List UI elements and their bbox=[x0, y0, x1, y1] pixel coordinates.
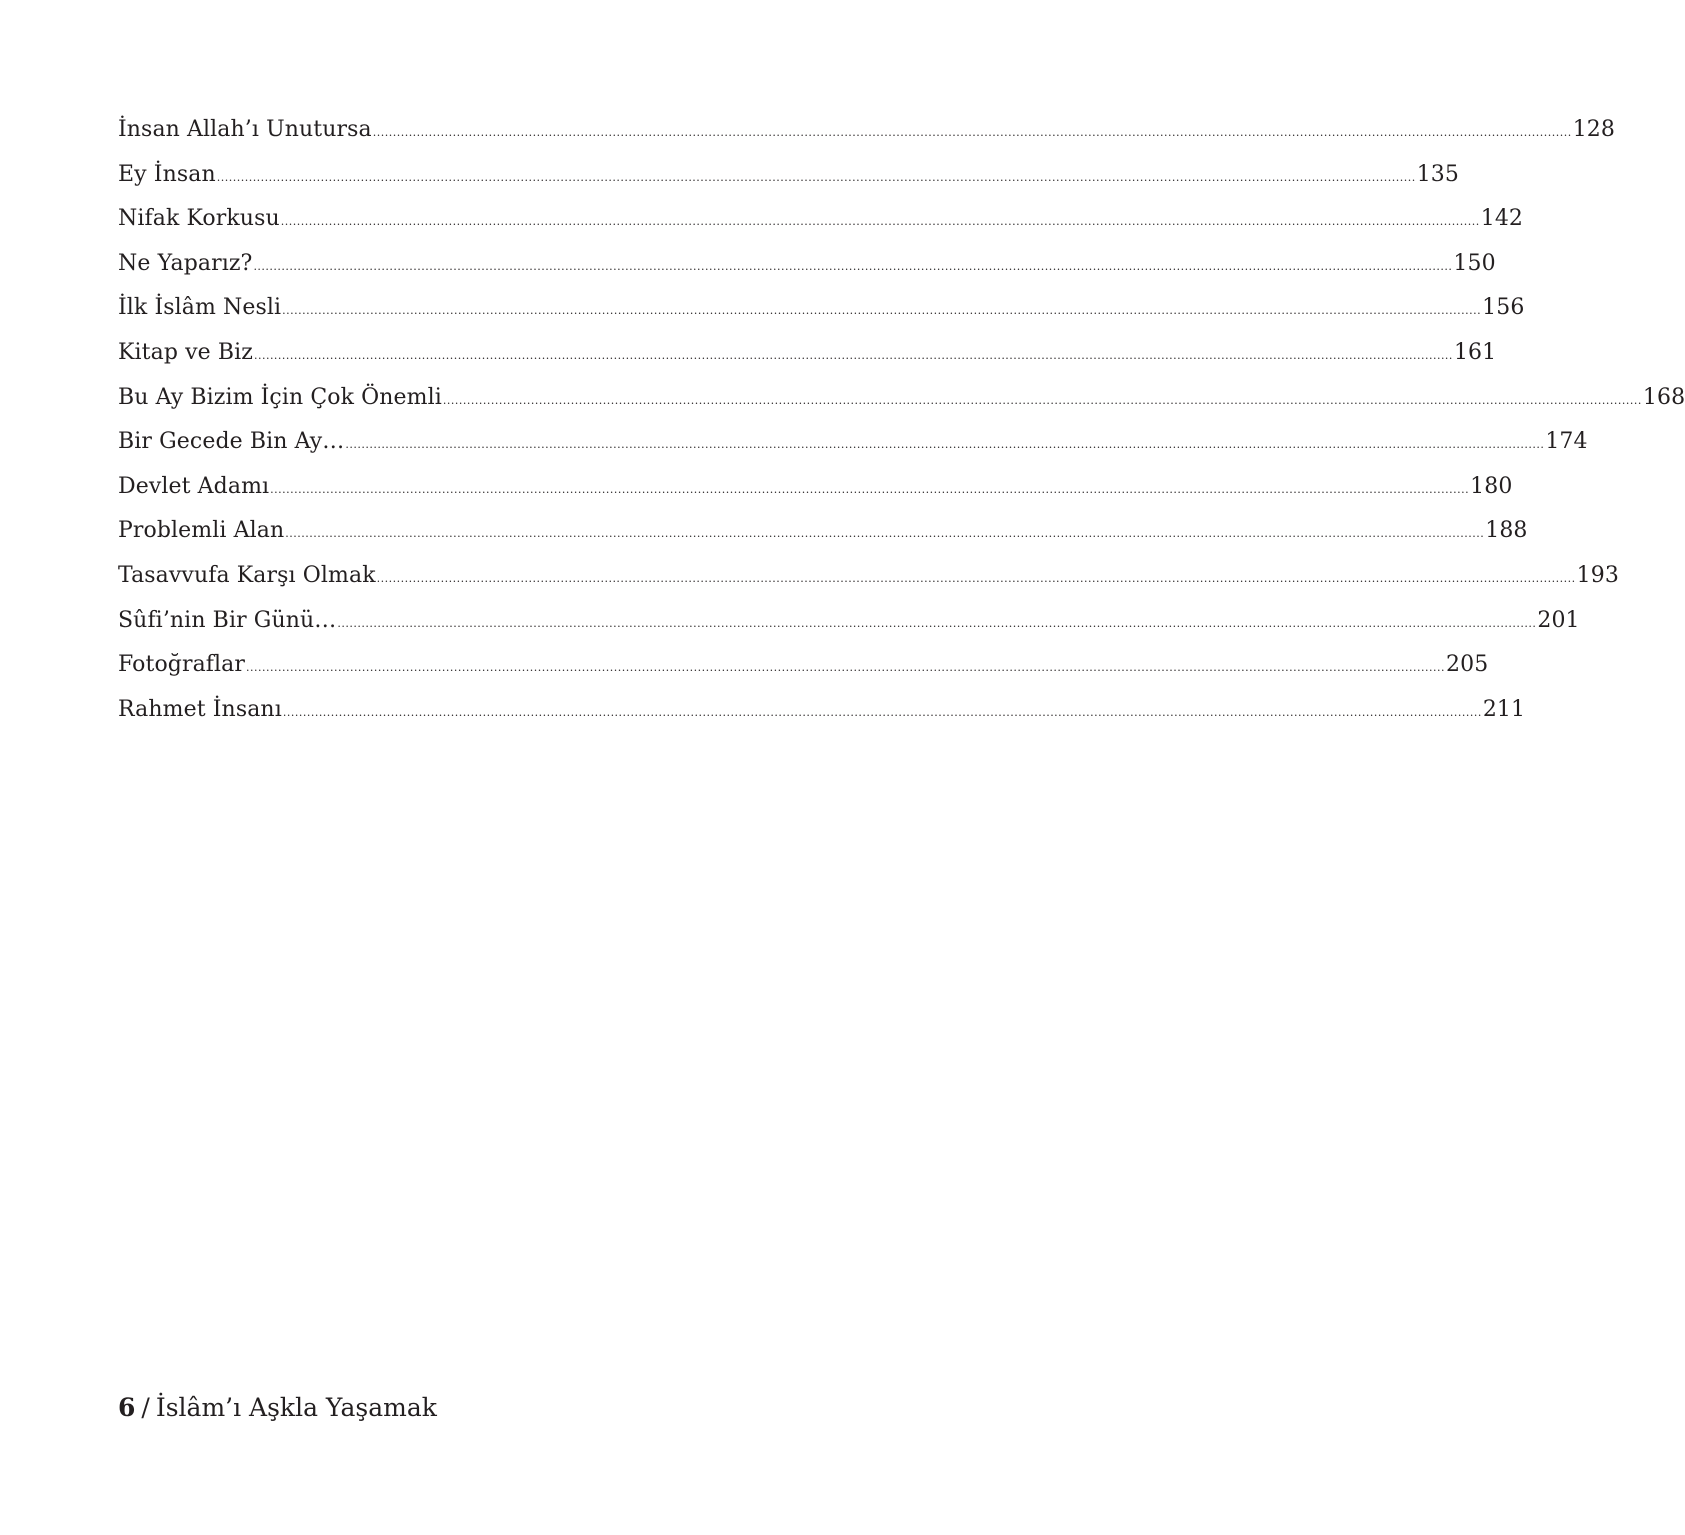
book-title: İslâm’ı Aşkla Yaşamak bbox=[155, 1393, 437, 1422]
toc-entry[interactable] bbox=[118, 465, 1513, 510]
toc-entry-title: Devlet Adamı bbox=[118, 473, 270, 499]
toc-leader-dots: ............................................................................................................................................................................................................................................................................................................ bbox=[282, 304, 1482, 318]
footer-separator: / bbox=[141, 1393, 150, 1422]
toc-entry-title: Bu Ay Bizim İçin Çok Önemli bbox=[118, 384, 442, 410]
toc-entry-title: Fotoğraflar bbox=[118, 652, 246, 678]
toc-entry[interactable] bbox=[118, 688, 1526, 733]
toc-entry[interactable] bbox=[118, 554, 1619, 599]
toc-entry[interactable] bbox=[118, 599, 1580, 644]
toc-entry-title: Nifak Korkusu bbox=[118, 206, 280, 232]
toc-entry-title: İnsan Allah’ı Unutursa bbox=[118, 117, 372, 142]
toc-leader-dots: ............................................................................................................................................................................................................................................................................................................ bbox=[282, 705, 1482, 719]
toc-entry-page: 128 bbox=[1572, 117, 1615, 142]
toc-entry-title: Ey İnsan bbox=[118, 161, 216, 187]
toc-leader-dots: ............................................................................................................................................................................................................................................................................................................ bbox=[280, 215, 1480, 229]
toc-leader-dots: ............................................................................................................................................................................................................................................................................................................ bbox=[270, 482, 1470, 496]
toc-entry-page: 168 bbox=[1642, 384, 1685, 410]
toc-leader-dots: ............................................................................................................................................................................................................................................................................................................ bbox=[253, 259, 1453, 273]
toc-entry-page: 174 bbox=[1545, 429, 1588, 455]
toc-entry-page: 156 bbox=[1482, 295, 1525, 321]
toc-entry-page: 188 bbox=[1485, 518, 1528, 544]
toc-entry-page: 201 bbox=[1537, 607, 1580, 633]
toc-entry-page: 193 bbox=[1576, 562, 1619, 588]
table-of-contents bbox=[118, 108, 1685, 732]
toc-entry[interactable] bbox=[118, 376, 1685, 421]
toc-entry[interactable] bbox=[118, 242, 1496, 287]
page-number: 6 bbox=[118, 1393, 136, 1422]
toc-entry-page: 211 bbox=[1482, 696, 1526, 722]
toc-entry-page: 161 bbox=[1453, 339, 1497, 365]
toc-entry-title: İlk İslâm Nesli bbox=[118, 295, 282, 321]
toc-entry[interactable] bbox=[118, 420, 1588, 465]
toc-entry-page: 180 bbox=[1470, 473, 1513, 499]
running-footer bbox=[118, 1388, 437, 1428]
toc-entry-title: Bir Gecede Bin Ay… bbox=[118, 429, 345, 455]
toc-entry[interactable] bbox=[118, 509, 1528, 554]
toc-entry[interactable] bbox=[118, 197, 1524, 242]
toc-leader-dots: ............................................................................................................................................................................................................................................................................................................ bbox=[246, 661, 1446, 675]
toc-entry-title: Kitap ve Biz bbox=[118, 339, 253, 365]
toc-leader-dots: ............................................................................................................................................................................................................................................................................................................ bbox=[345, 438, 1545, 452]
toc-entry-title: Rahmet İnsanı bbox=[118, 696, 282, 722]
toc-entry-title: Tasavvufa Karşı Olmak bbox=[118, 562, 376, 588]
toc-entry[interactable] bbox=[118, 153, 1459, 198]
toc-entry-page: 135 bbox=[1416, 161, 1459, 187]
toc-entry[interactable] bbox=[118, 643, 1489, 688]
toc-leader-dots: ............................................................................................................................................................................................................................................................................................................ bbox=[285, 527, 1485, 541]
toc-leader-dots: ............................................................................................................................................................................................................................................................................................................ bbox=[253, 348, 1453, 362]
toc-entry-page: 205 bbox=[1446, 652, 1489, 678]
toc-entry-title: Problemli Alan bbox=[118, 518, 285, 544]
toc-leader-dots: ............................................................................................................................................................................................................................................................................................................ bbox=[337, 616, 1537, 630]
toc-leader-dots: ............................................................................................................................................................................................................................................................................................................ bbox=[216, 170, 1416, 184]
toc-entry-page: 142 bbox=[1480, 206, 1524, 232]
toc-leader-dots: ............................................................................................................................................................................................................................................................................................................ bbox=[442, 393, 1642, 407]
toc-entry-page: 150 bbox=[1453, 250, 1496, 276]
toc-entry[interactable] bbox=[118, 331, 1497, 376]
toc-entry-title: Sûfi’nin Bir Günü… bbox=[118, 607, 337, 633]
toc-entry-title: Ne Yaparız? bbox=[118, 250, 253, 276]
toc-leader-dots: ............................................................................................................................................................................................................................................................................................................ bbox=[372, 126, 1572, 139]
toc-leader-dots: ............................................................................................................................................................................................................................................................................................................ bbox=[376, 571, 1576, 585]
toc-entry[interactable] bbox=[118, 108, 1615, 153]
toc-entry[interactable] bbox=[118, 286, 1525, 331]
